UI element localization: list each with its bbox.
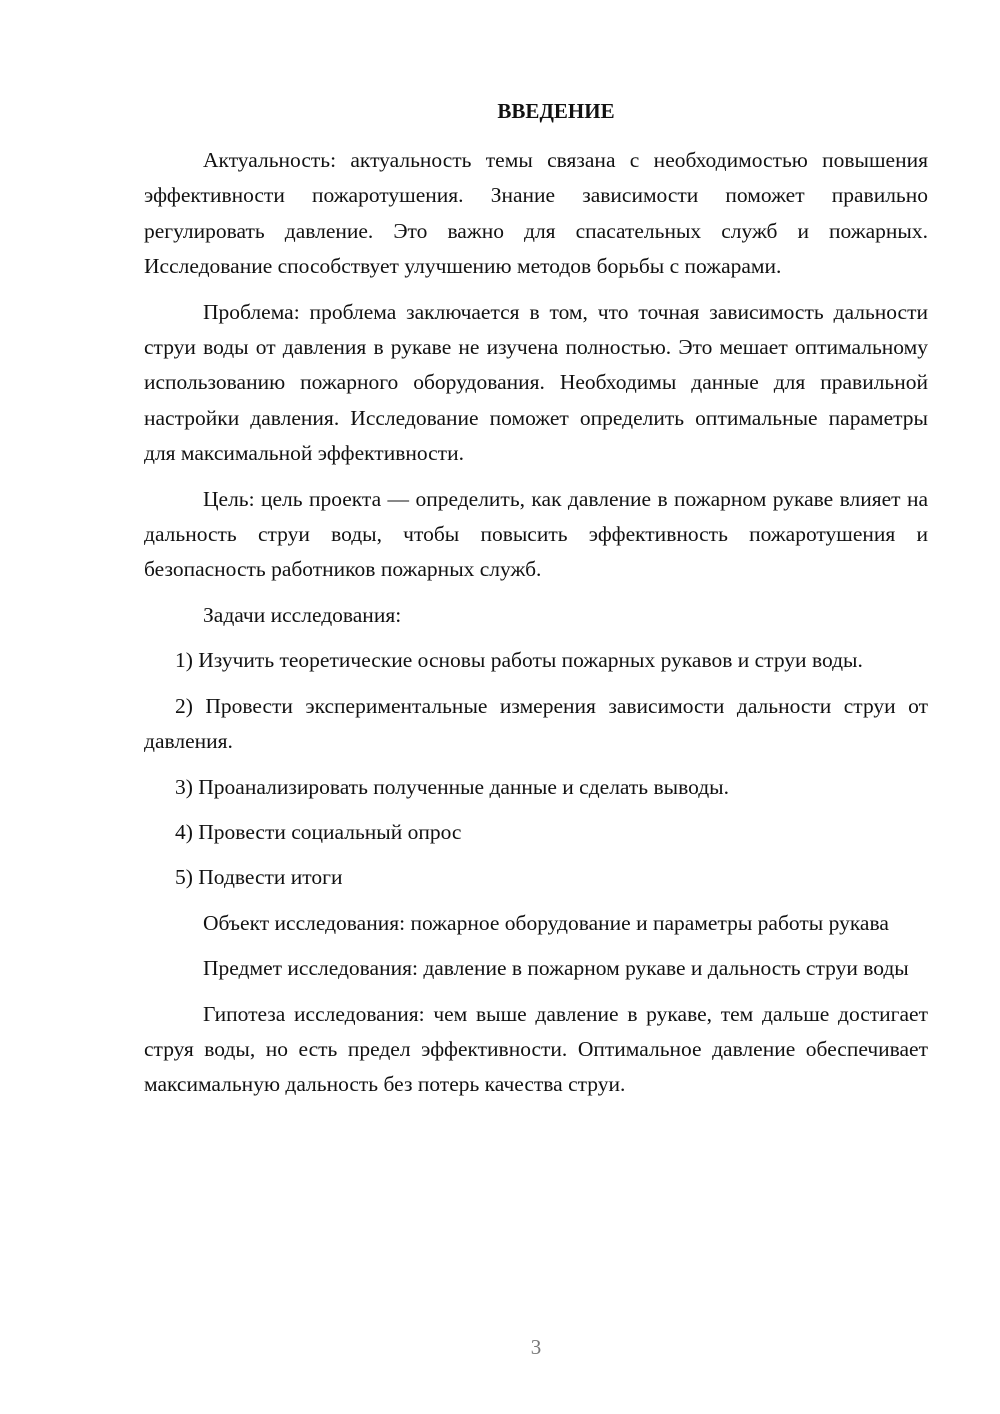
subject-paragraph: Предмет исследования: давление в пожарном рукаве и дальность струи воды [203,956,909,981]
task-item-5: 5) Подвести итоги [175,865,343,890]
task-item-4: 4) Провести социальный опрос [175,819,462,844]
goal-paragraph: Цель: цель проекта — определить, как давление в пожарном рукаве влияет на дальность струи воды, чтобы повысить эффективность пожаротушения и безопасность работников пожарных служб. [144,486,928,582]
task-item-3: 3) Проанализировать полученные данные и сделать выводы. [175,774,729,799]
task-item-2: 2) Провести экспериментальные измерения зависимости дальности струи от давления. [144,693,928,754]
problem-paragraph: Проблема: проблема заключается в том, что точная зависимость дальности струи воды от давления в рукаве не изучена полностью. Это мешает оптимальному использованию пожарного оборудования. Необходимы данные для правильной настройки давления. Исследование поможет определить оптимальные параметры для максимальной эффективности. [144,299,928,466]
object-paragraph: Объект исследования: пожарное оборудование и параметры работы рукава [203,910,889,935]
hypothesis-paragraph: Гипотеза исследования: чем выше давление в рукаве, тем дальше достигает струя воды, но есть предел эффективности. Оптимальное давление обеспечивает максимальную дальность без потерь качества струи. [144,1001,928,1097]
document-page [144,94,928,1113]
tasks-heading: Задачи исследования: [203,602,402,627]
page-number: 3 [530,1335,542,1359]
relevance-paragraph: Актуальность: актуальность темы связана с необходимостью повышения эффективности пожаротушения. Знание зависимости поможет правильно регулировать давление. Это важно для спасательных служб и пожарных. Исследование способствует улучшению методов борьбы с пожарами. [144,148,928,279]
section-title: ВВЕДЕНИЕ [497,99,615,123]
task-item-1: 1) Изучить теоретические основы работы пожарных рукавов и струи воды. [175,648,863,673]
